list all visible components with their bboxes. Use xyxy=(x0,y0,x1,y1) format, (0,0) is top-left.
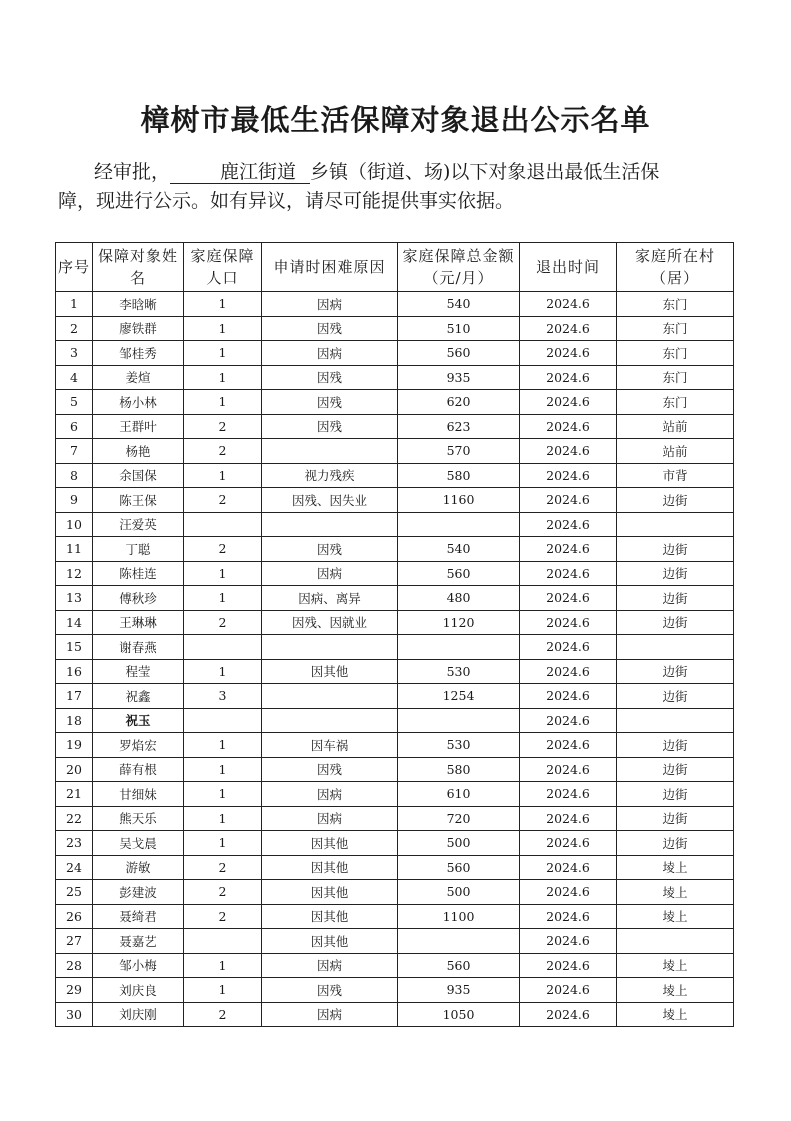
cell-reason: 视力残疾 xyxy=(262,463,398,488)
table-row xyxy=(56,782,734,807)
cell-no: 14 xyxy=(56,610,93,635)
cell-village: 边街 xyxy=(617,757,734,782)
cell-no: 28 xyxy=(56,953,93,978)
cell-amount: 580 xyxy=(398,757,520,782)
cell-no: 27 xyxy=(56,929,93,954)
table-row xyxy=(56,708,734,733)
cell-persons: 1 xyxy=(184,659,262,684)
cell-amount: 1254 xyxy=(398,684,520,709)
cell-exit-time: 2024.6 xyxy=(520,855,617,880)
cell-no: 18 xyxy=(56,708,93,733)
cell-exit-time: 2024.6 xyxy=(520,488,617,513)
cell-amount: 560 xyxy=(398,341,520,366)
table-row xyxy=(56,414,734,439)
cell-exit-time: 2024.6 xyxy=(520,365,617,390)
cell-persons: 1 xyxy=(184,782,262,807)
cell-no: 11 xyxy=(56,537,93,562)
cell-amount: 540 xyxy=(398,537,520,562)
district-fill: 鹿江街道 xyxy=(170,161,310,184)
cell-no: 21 xyxy=(56,782,93,807)
cell-name: 杨小林 xyxy=(93,390,184,415)
cell-amount: 530 xyxy=(398,733,520,758)
cell-exit-time: 2024.6 xyxy=(520,586,617,611)
cell-amount xyxy=(398,929,520,954)
cell-persons: 1 xyxy=(184,586,262,611)
cell-exit-time: 2024.6 xyxy=(520,733,617,758)
cell-amount: 623 xyxy=(398,414,520,439)
cell-no: 16 xyxy=(56,659,93,684)
cell-name: 邹桂秀 xyxy=(93,341,184,366)
cell-village: 边街 xyxy=(617,610,734,635)
cell-no: 10 xyxy=(56,512,93,537)
cell-reason: 因病 xyxy=(262,806,398,831)
cell-reason xyxy=(262,684,398,709)
cell-village: 堎上 xyxy=(617,904,734,929)
cell-amount xyxy=(398,512,520,537)
cell-no: 4 xyxy=(56,365,93,390)
cell-reason: 因病 xyxy=(262,953,398,978)
cell-exit-time: 2024.6 xyxy=(520,659,617,684)
cell-reason: 因病 xyxy=(262,292,398,317)
cell-name: 陈王保 xyxy=(93,488,184,513)
table-row xyxy=(56,1002,734,1027)
cell-amount: 480 xyxy=(398,586,520,611)
cell-reason: 因病 xyxy=(262,561,398,586)
cell-amount: 1050 xyxy=(398,1002,520,1027)
cell-amount: 560 xyxy=(398,855,520,880)
cell-village xyxy=(617,708,734,733)
cell-reason: 因其他 xyxy=(262,659,398,684)
cell-no: 23 xyxy=(56,831,93,856)
cell-amount: 510 xyxy=(398,316,520,341)
cell-persons: 1 xyxy=(184,757,262,782)
cell-persons: 1 xyxy=(184,341,262,366)
cell-reason: 因残 xyxy=(262,757,398,782)
cell-amount: 1120 xyxy=(398,610,520,635)
cell-village: 东门 xyxy=(617,316,734,341)
table-row xyxy=(56,561,734,586)
cell-name: 汪爱英 xyxy=(93,512,184,537)
cell-reason: 因病 xyxy=(262,1002,398,1027)
cell-exit-time: 2024.6 xyxy=(520,341,617,366)
cell-persons: 1 xyxy=(184,831,262,856)
cell-persons xyxy=(184,929,262,954)
table-row xyxy=(56,537,734,562)
intro-prefix: 经审批， xyxy=(94,161,171,183)
cell-exit-time: 2024.6 xyxy=(520,831,617,856)
cell-village xyxy=(617,512,734,537)
cell-name: 廖铁群 xyxy=(93,316,184,341)
table-row xyxy=(56,904,734,929)
cell-persons: 1 xyxy=(184,365,262,390)
table-row xyxy=(56,806,734,831)
cell-exit-time: 2024.6 xyxy=(520,537,617,562)
cell-village: 堎上 xyxy=(617,1002,734,1027)
cell-persons: 3 xyxy=(184,684,262,709)
cell-village: 东门 xyxy=(617,341,734,366)
cell-village: 边街 xyxy=(617,684,734,709)
cell-amount: 570 xyxy=(398,439,520,464)
cell-village: 市背 xyxy=(617,463,734,488)
table-row xyxy=(56,390,734,415)
cell-persons: 2 xyxy=(184,414,262,439)
cell-name: 王琳琳 xyxy=(93,610,184,635)
table-row xyxy=(56,463,734,488)
cell-amount: 1160 xyxy=(398,488,520,513)
cell-exit-time: 2024.6 xyxy=(520,439,617,464)
cell-reason: 因病 xyxy=(262,341,398,366)
table-row xyxy=(56,610,734,635)
cell-amount: 1100 xyxy=(398,904,520,929)
table-row xyxy=(56,757,734,782)
cell-reason: 因其他 xyxy=(262,831,398,856)
cell-village: 边街 xyxy=(617,831,734,856)
cell-exit-time: 2024.6 xyxy=(520,610,617,635)
cell-village: 堎上 xyxy=(617,880,734,905)
cell-reason: 因病、离异 xyxy=(262,586,398,611)
cell-no: 1 xyxy=(56,292,93,317)
cell-village: 边街 xyxy=(617,733,734,758)
cell-village: 边街 xyxy=(617,806,734,831)
intro-line-2: 障，现进行公示。如有异议，请尽可能提供事实依据。 xyxy=(58,190,515,212)
cell-village: 东门 xyxy=(617,365,734,390)
table-row xyxy=(56,488,734,513)
cell-village xyxy=(617,635,734,660)
cell-no: 24 xyxy=(56,855,93,880)
cell-name: 吴戈晨 xyxy=(93,831,184,856)
page-title: 樟树市最低生活保障对象退出公示名单 xyxy=(140,103,651,137)
cell-exit-time: 2024.6 xyxy=(520,904,617,929)
cell-persons: 2 xyxy=(184,537,262,562)
cell-village: 堎上 xyxy=(617,855,734,880)
cell-amount: 580 xyxy=(398,463,520,488)
table-row xyxy=(56,365,734,390)
cell-persons: 1 xyxy=(184,978,262,1003)
cell-persons: 2 xyxy=(184,904,262,929)
cell-name: 刘庆刚 xyxy=(93,1002,184,1027)
cell-exit-time: 2024.6 xyxy=(520,414,617,439)
cell-no: 8 xyxy=(56,463,93,488)
cell-name: 姜煊 xyxy=(93,365,184,390)
cell-no: 6 xyxy=(56,414,93,439)
cell-amount: 935 xyxy=(398,978,520,1003)
cell-name: 李晗晰 xyxy=(93,292,184,317)
cell-amount: 500 xyxy=(398,880,520,905)
header-reason: 申请时困难原因 xyxy=(262,243,398,292)
header-no: 序号 xyxy=(56,243,93,292)
table-body xyxy=(56,292,734,1027)
cell-name: 罗焰宏 xyxy=(93,733,184,758)
cell-exit-time: 2024.6 xyxy=(520,512,617,537)
cell-exit-time: 2024.6 xyxy=(520,635,617,660)
cell-name: 聂绮君 xyxy=(93,904,184,929)
intro-line1-suffix: 乡镇（街道、场)以下对象退出最低生活保 xyxy=(310,161,660,183)
table-row xyxy=(56,341,734,366)
cell-reason: 因残 xyxy=(262,365,398,390)
cell-no: 9 xyxy=(56,488,93,513)
cell-reason: 因残 xyxy=(262,537,398,562)
cell-exit-time: 2024.6 xyxy=(520,806,617,831)
cell-no: 12 xyxy=(56,561,93,586)
cell-persons: 1 xyxy=(184,463,262,488)
cell-no: 19 xyxy=(56,733,93,758)
cell-exit-time: 2024.6 xyxy=(520,561,617,586)
table-row xyxy=(56,855,734,880)
cell-no: 7 xyxy=(56,439,93,464)
cell-reason: 因病 xyxy=(262,782,398,807)
cell-persons: 1 xyxy=(184,316,262,341)
table-row xyxy=(56,978,734,1003)
header-village: 家庭所在村（居） xyxy=(617,243,734,292)
cell-exit-time: 2024.6 xyxy=(520,463,617,488)
cell-no: 25 xyxy=(56,880,93,905)
table-row xyxy=(56,316,734,341)
cell-persons: 2 xyxy=(184,880,262,905)
cell-no: 20 xyxy=(56,757,93,782)
cell-village: 站前 xyxy=(617,414,734,439)
cell-persons xyxy=(184,708,262,733)
cell-persons: 1 xyxy=(184,292,262,317)
cell-amount: 560 xyxy=(398,561,520,586)
table-row xyxy=(56,512,734,537)
cell-amount: 500 xyxy=(398,831,520,856)
cell-persons: 2 xyxy=(184,1002,262,1027)
cell-no: 22 xyxy=(56,806,93,831)
cell-persons xyxy=(184,512,262,537)
cell-exit-time: 2024.6 xyxy=(520,953,617,978)
cell-exit-time: 2024.6 xyxy=(520,978,617,1003)
cell-name: 余国保 xyxy=(93,463,184,488)
table-row xyxy=(56,831,734,856)
cell-exit-time: 2024.6 xyxy=(520,757,617,782)
cell-exit-time: 2024.6 xyxy=(520,316,617,341)
cell-amount xyxy=(398,635,520,660)
table-row xyxy=(56,929,734,954)
cell-reason xyxy=(262,439,398,464)
cell-persons: 1 xyxy=(184,561,262,586)
cell-name: 聂嘉艺 xyxy=(93,929,184,954)
table-row xyxy=(56,439,734,464)
cell-name: 陈桂连 xyxy=(93,561,184,586)
cell-exit-time: 2024.6 xyxy=(520,880,617,905)
cell-name: 游敏 xyxy=(93,855,184,880)
cell-name: 程莹 xyxy=(93,659,184,684)
cell-amount: 620 xyxy=(398,390,520,415)
table-row xyxy=(56,586,734,611)
cell-village: 边街 xyxy=(617,586,734,611)
cell-exit-time: 2024.6 xyxy=(520,929,617,954)
table-header-row xyxy=(56,243,734,292)
cell-amount: 560 xyxy=(398,953,520,978)
cell-no: 5 xyxy=(56,390,93,415)
cell-name: 傅秋珍 xyxy=(93,586,184,611)
header-persons: 家庭保障人口 xyxy=(184,243,262,292)
table-row xyxy=(56,880,734,905)
cell-exit-time: 2024.6 xyxy=(520,708,617,733)
cell-amount: 610 xyxy=(398,782,520,807)
cell-persons: 2 xyxy=(184,855,262,880)
cell-name: 祝玉 xyxy=(93,708,184,733)
intro-paragraph xyxy=(58,158,748,216)
cell-name: 彭建波 xyxy=(93,880,184,905)
exit-roster-table xyxy=(55,242,734,1027)
cell-village: 堎上 xyxy=(617,953,734,978)
cell-no: 17 xyxy=(56,684,93,709)
cell-no: 13 xyxy=(56,586,93,611)
table-row xyxy=(56,659,734,684)
cell-reason: 因其他 xyxy=(262,929,398,954)
header-name: 保障对象姓名 xyxy=(93,243,184,292)
cell-village: 站前 xyxy=(617,439,734,464)
cell-name: 薛有根 xyxy=(93,757,184,782)
cell-no: 3 xyxy=(56,341,93,366)
cell-persons xyxy=(184,635,262,660)
cell-amount: 530 xyxy=(398,659,520,684)
cell-village: 边街 xyxy=(617,488,734,513)
cell-no: 15 xyxy=(56,635,93,660)
cell-reason: 因残 xyxy=(262,414,398,439)
cell-name: 甘细妹 xyxy=(93,782,184,807)
cell-reason: 因其他 xyxy=(262,880,398,905)
cell-village: 边街 xyxy=(617,561,734,586)
cell-village: 边街 xyxy=(617,537,734,562)
table-row xyxy=(56,635,734,660)
cell-name: 杨艳 xyxy=(93,439,184,464)
cell-amount: 540 xyxy=(398,292,520,317)
cell-persons: 2 xyxy=(184,610,262,635)
cell-reason: 因其他 xyxy=(262,904,398,929)
cell-name: 邹小梅 xyxy=(93,953,184,978)
table-row xyxy=(56,292,734,317)
cell-amount xyxy=(398,708,520,733)
cell-reason: 因其他 xyxy=(262,855,398,880)
cell-exit-time: 2024.6 xyxy=(520,390,617,415)
table-row xyxy=(56,684,734,709)
cell-village: 边街 xyxy=(617,659,734,684)
cell-name: 熊天乐 xyxy=(93,806,184,831)
header-exit-time: 退出时间 xyxy=(520,243,617,292)
cell-persons: 1 xyxy=(184,953,262,978)
cell-reason: 因残 xyxy=(262,316,398,341)
cell-persons: 1 xyxy=(184,806,262,831)
cell-no: 2 xyxy=(56,316,93,341)
cell-exit-time: 2024.6 xyxy=(520,684,617,709)
cell-village xyxy=(617,929,734,954)
cell-exit-time: 2024.6 xyxy=(520,292,617,317)
cell-name: 刘庆良 xyxy=(93,978,184,1003)
cell-persons: 1 xyxy=(184,390,262,415)
cell-amount: 935 xyxy=(398,365,520,390)
cell-reason: 因残、因失业 xyxy=(262,488,398,513)
table-row xyxy=(56,733,734,758)
cell-no: 30 xyxy=(56,1002,93,1027)
cell-name: 王群叶 xyxy=(93,414,184,439)
cell-reason xyxy=(262,635,398,660)
cell-reason: 因车祸 xyxy=(262,733,398,758)
cell-no: 26 xyxy=(56,904,93,929)
cell-village: 边街 xyxy=(617,782,734,807)
cell-reason: 因残 xyxy=(262,390,398,415)
cell-reason xyxy=(262,708,398,733)
table-row xyxy=(56,953,734,978)
cell-no: 29 xyxy=(56,978,93,1003)
cell-reason: 因残、因就业 xyxy=(262,610,398,635)
cell-name: 丁聪 xyxy=(93,537,184,562)
cell-village: 堎上 xyxy=(617,978,734,1003)
cell-persons: 1 xyxy=(184,733,262,758)
header-amount: 家庭保障总金额（元/月） xyxy=(398,243,520,292)
cell-village: 东门 xyxy=(617,390,734,415)
cell-reason xyxy=(262,512,398,537)
cell-amount: 720 xyxy=(398,806,520,831)
cell-exit-time: 2024.6 xyxy=(520,1002,617,1027)
intro-line-1 xyxy=(58,158,748,187)
cell-persons: 2 xyxy=(184,439,262,464)
cell-persons: 2 xyxy=(184,488,262,513)
cell-exit-time: 2024.6 xyxy=(520,782,617,807)
cell-reason: 因残 xyxy=(262,978,398,1003)
cell-name: 谢春燕 xyxy=(93,635,184,660)
cell-name: 祝鑫 xyxy=(93,684,184,709)
cell-village: 东门 xyxy=(617,292,734,317)
